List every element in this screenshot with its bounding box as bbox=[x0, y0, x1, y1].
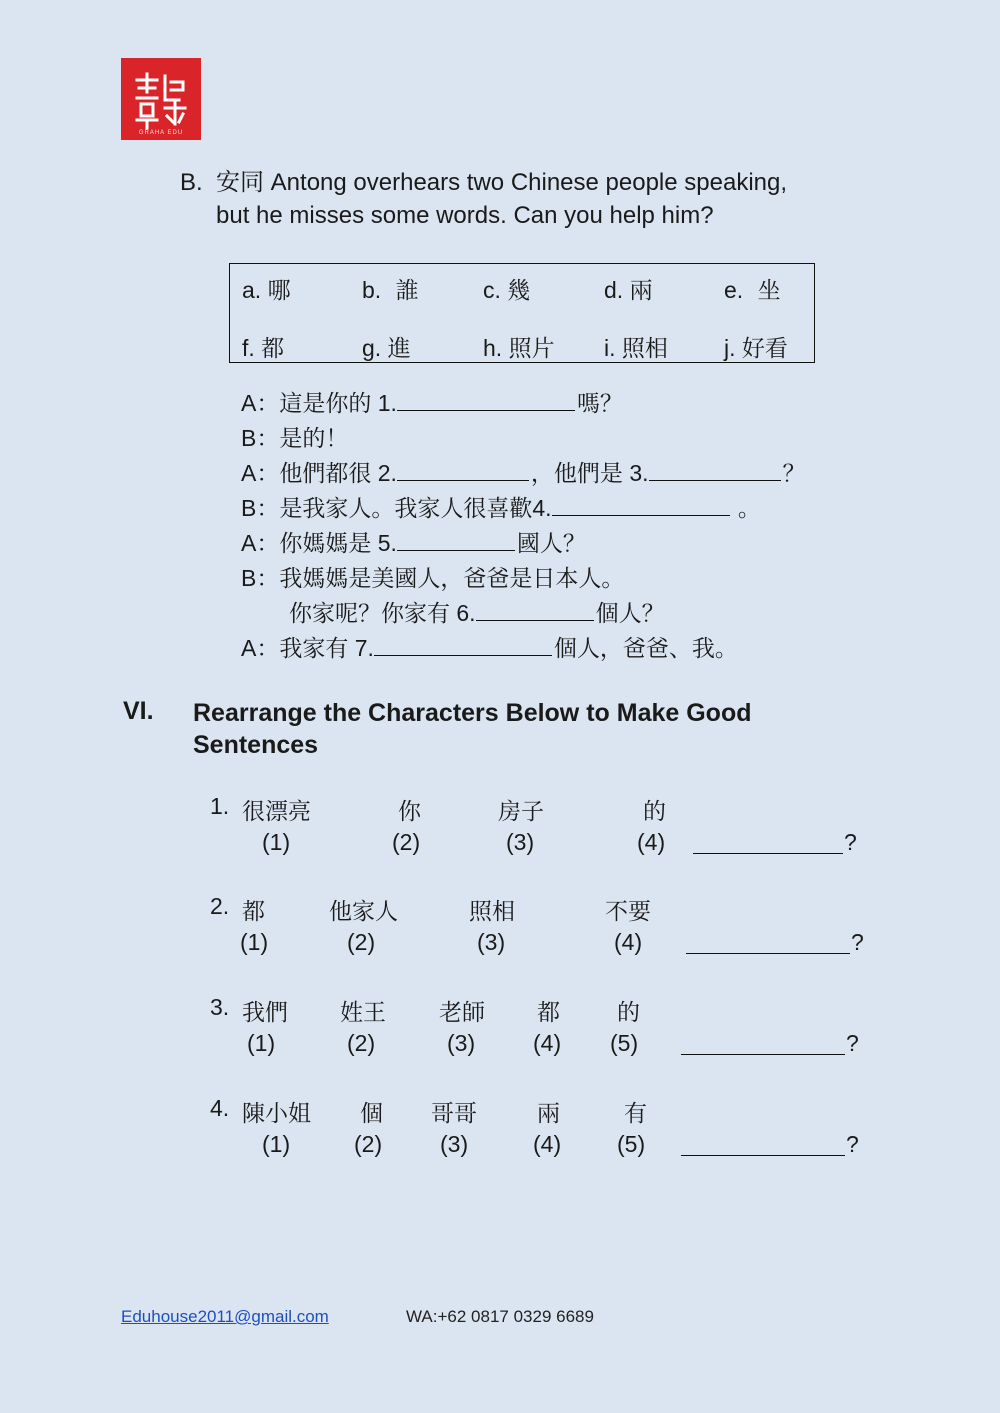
dialog-line: A：你媽媽是 5. 國人？ bbox=[241, 530, 586, 557]
question-number: 1. bbox=[210, 793, 230, 819]
word-bank-item: a. 哪 bbox=[242, 277, 291, 304]
question-number: 3. bbox=[210, 994, 230, 1020]
question-label: (3) bbox=[447, 1030, 476, 1056]
question-label: (1) bbox=[247, 1030, 276, 1056]
word-bank-item: j. 好看 bbox=[724, 335, 788, 362]
question-label: (5) bbox=[610, 1030, 639, 1056]
word-bank-item: d. 兩 bbox=[604, 277, 653, 304]
word-bank-item: h. 照片 bbox=[483, 335, 555, 362]
question-mark: ? bbox=[846, 1131, 859, 1157]
question-word: 我們 bbox=[242, 1000, 288, 1026]
word-bank-item: g. 進 bbox=[362, 335, 411, 362]
question-word: 都 bbox=[242, 899, 265, 925]
question-word: 照相 bbox=[469, 899, 515, 925]
dialog-line: B：我媽媽是美國人，爸爸是日本人。 bbox=[241, 565, 625, 592]
question-word: 的 bbox=[643, 799, 666, 825]
question-word: 的 bbox=[617, 1000, 640, 1026]
question-word: 房子 bbox=[498, 799, 544, 825]
question-label: (4) bbox=[533, 1131, 562, 1157]
dialog-line: B：是我家人。我家人很喜歡4. 。 bbox=[241, 495, 761, 522]
fill-blank-2[interactable] bbox=[397, 458, 529, 481]
footer-email-link[interactable]: Eduhouse2011@gmail.com bbox=[121, 1307, 329, 1326]
question-word: 老師 bbox=[439, 1000, 485, 1026]
question-word: 有 bbox=[624, 1101, 647, 1127]
fill-blank-6[interactable] bbox=[476, 598, 594, 621]
question-label: (2) bbox=[347, 1030, 376, 1056]
question-word: 個 bbox=[360, 1101, 383, 1127]
fill-blank-3[interactable] bbox=[649, 458, 781, 481]
antong-name: 安同 bbox=[216, 168, 264, 196]
question-label: (3) bbox=[477, 929, 506, 955]
question-label: (5) bbox=[617, 1131, 646, 1157]
question-word: 姓王 bbox=[340, 1000, 386, 1026]
question-label: (1) bbox=[262, 1131, 291, 1157]
dialog-line: 你家呢？你家有 6. 個人？ bbox=[289, 600, 665, 627]
question-word: 陳小姐 bbox=[242, 1101, 311, 1127]
question-word: 都 bbox=[537, 1000, 560, 1026]
word-bank-item: i. 照相 bbox=[604, 335, 668, 362]
word-bank-item: f. 都 bbox=[242, 335, 285, 362]
answer-blank-3[interactable] bbox=[681, 1054, 845, 1055]
answer-blank-4[interactable] bbox=[681, 1155, 845, 1156]
question-word: 哥哥 bbox=[431, 1101, 477, 1127]
word-bank bbox=[229, 263, 815, 363]
fill-blank-1[interactable] bbox=[397, 388, 575, 411]
section-b-heading bbox=[180, 166, 787, 232]
question-number: 2. bbox=[210, 893, 230, 919]
dialog-line: A：這是你的 1. 嗎？ bbox=[241, 390, 623, 417]
answer-blank-2[interactable] bbox=[686, 953, 850, 954]
question-word: 兩 bbox=[537, 1101, 560, 1127]
fill-blank-4[interactable] bbox=[552, 493, 730, 516]
question-mark: ? bbox=[844, 829, 857, 855]
section-b-label: B. bbox=[180, 169, 203, 196]
question-word: 很漂亮 bbox=[242, 799, 311, 825]
logo bbox=[121, 58, 201, 140]
question-label: (2) bbox=[347, 929, 376, 955]
section-vi-title: Rearrange the Characters Below to Make Good Sentences bbox=[193, 699, 752, 759]
word-bank-item: e. 坐 bbox=[724, 277, 781, 304]
question-number: 4. bbox=[210, 1095, 230, 1121]
word-bank-item: c. 幾 bbox=[483, 277, 531, 304]
question-label: (4) bbox=[614, 929, 643, 955]
footer-whatsapp: WA:+62 0817 0329 6689 bbox=[406, 1307, 594, 1326]
dialog-line: A：他們都很 2. ，他們是 3. ？ bbox=[241, 460, 806, 487]
question-label: (4) bbox=[533, 1030, 562, 1056]
dialog-line: B：是的！ bbox=[241, 425, 349, 452]
question-label: (1) bbox=[240, 929, 269, 955]
dialog-line: A：我家有 7. 個人，爸爸、我。 bbox=[241, 635, 738, 662]
question-mark: ? bbox=[851, 929, 864, 955]
question-label: (3) bbox=[506, 829, 535, 855]
question-label: (4) bbox=[637, 829, 666, 855]
section-b-line2: but he misses some words. Can you help him? bbox=[216, 202, 714, 229]
section-b-line1: Antong overhears two Chinese people speaking, bbox=[270, 169, 788, 196]
fill-blank-7[interactable] bbox=[374, 633, 552, 656]
question-label: (3) bbox=[440, 1131, 469, 1157]
question-mark: ? bbox=[846, 1030, 859, 1056]
question-word: 你 bbox=[398, 799, 421, 825]
question-label: (2) bbox=[392, 829, 421, 855]
question-word: 他家人 bbox=[329, 899, 398, 925]
question-label: (2) bbox=[354, 1131, 383, 1157]
answer-blank-1[interactable] bbox=[693, 853, 843, 854]
section-vi-number: VI. bbox=[123, 697, 154, 725]
fill-blank-5[interactable] bbox=[397, 528, 515, 551]
word-bank-item: b. 誰 bbox=[362, 277, 419, 304]
logo-seal-icon bbox=[121, 58, 201, 140]
logo-caption: GRAHA EDU bbox=[138, 130, 184, 136]
question-word: 不要 bbox=[605, 899, 651, 925]
question-label: (1) bbox=[262, 829, 291, 855]
